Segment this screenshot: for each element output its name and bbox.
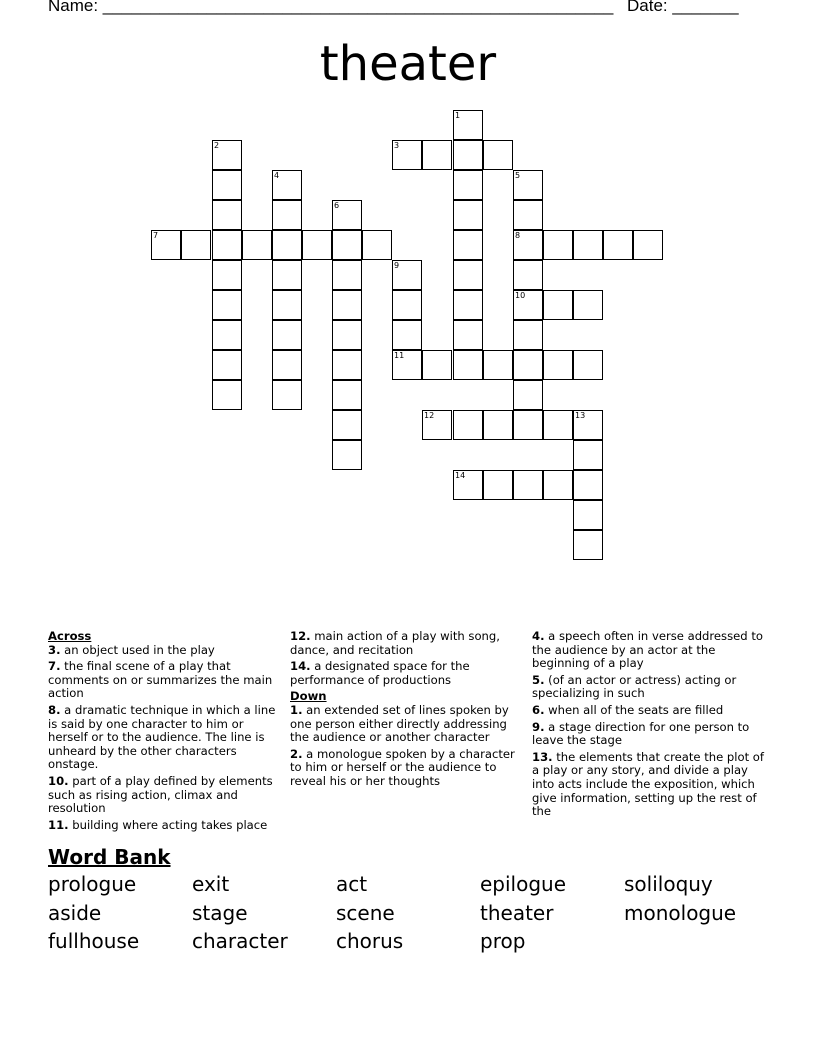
- clue: [290, 748, 522, 789]
- grid-cell[interactable]: [272, 230, 302, 260]
- clue-text: a speech often in verse addressed to the audience by an actor at the beginning of a play: [532, 629, 763, 671]
- name-field-label: Name: ______________________________________________________: [48, 0, 614, 15]
- clue-number: 9: [394, 261, 400, 270]
- clue-number: 4: [274, 171, 280, 180]
- grid-cell[interactable]: [332, 320, 362, 350]
- clue-text: main action of a play with song, dance, and recitation: [290, 629, 500, 657]
- grid-cell[interactable]: [212, 230, 242, 260]
- clue-number: 5: [515, 171, 521, 180]
- clue: [48, 660, 280, 701]
- clue-text: part of a play defined by elements such as rising action, climax and resolution: [48, 773, 273, 816]
- clue-text: when all of the seats are filled: [544, 702, 724, 717]
- grid-cell[interactable]: [453, 230, 483, 260]
- grid-cell[interactable]: [272, 260, 302, 290]
- grid-cell[interactable]: [302, 230, 332, 260]
- grid-cell[interactable]: [272, 200, 302, 230]
- clue-text: an object used in the play: [60, 642, 215, 657]
- clue-text: the final scene of a play that comments on or summarizes the main action: [48, 659, 273, 701]
- grid-cell[interactable]: [332, 350, 362, 380]
- word-bank-item: aside: [48, 901, 102, 925]
- grid-cell[interactable]: [453, 200, 483, 230]
- clue: [48, 775, 280, 816]
- clues-column-2: [290, 630, 522, 792]
- grid-cell[interactable]: [513, 410, 543, 440]
- grid-cell[interactable]: [272, 350, 302, 380]
- word-bank-title: Word Bank: [48, 845, 171, 869]
- grid-cell[interactable]: [212, 260, 242, 290]
- clue-number-label: 7.: [48, 659, 61, 674]
- grid-cell[interactable]: [362, 230, 392, 260]
- date-field-label: Date: _______: [627, 0, 739, 15]
- clue-number-label: 13.: [532, 749, 553, 764]
- grid-cell[interactable]: [513, 320, 543, 350]
- grid-cell[interactable]: [633, 230, 663, 260]
- clue-number: 8: [515, 231, 521, 240]
- grid-cell[interactable]: [573, 470, 603, 500]
- clue-number-label: 9.: [532, 719, 545, 734]
- grid-cell[interactable]: [453, 350, 483, 380]
- clue-number-label: 12.: [290, 629, 311, 643]
- grid-cell[interactable]: [332, 380, 362, 410]
- clue: [532, 630, 768, 671]
- grid-cell[interactable]: [603, 230, 633, 260]
- clue: [48, 819, 280, 833]
- clue: [48, 644, 280, 658]
- clue-number: 6: [334, 201, 340, 210]
- clue-number: 1: [455, 111, 461, 120]
- grid-cell[interactable]: [212, 350, 242, 380]
- grid-cell[interactable]: [332, 410, 362, 440]
- clue-number-label: 4.: [532, 629, 545, 643]
- grid-cell[interactable]: [212, 170, 242, 200]
- clue-number: 2: [214, 141, 220, 150]
- grid-cell[interactable]: [573, 350, 603, 380]
- clue-number-label: 10.: [48, 773, 69, 788]
- clue: [48, 704, 280, 772]
- clue: [290, 660, 522, 687]
- grid-cell[interactable]: [513, 260, 543, 290]
- grid-cell[interactable]: [573, 500, 603, 530]
- clue-number-label: 1.: [290, 702, 303, 717]
- word-bank-item: act: [336, 872, 368, 896]
- clue-number-label: 11.: [48, 817, 69, 832]
- grid-cell[interactable]: [543, 230, 573, 260]
- clues-column-3: [532, 630, 768, 822]
- clue-text: an extended set of lines spoken by one person either directly addressing the audience or another character: [290, 702, 509, 745]
- word-bank-item: monologue: [624, 901, 737, 925]
- grid-cell[interactable]: [332, 230, 362, 260]
- grid-cell[interactable]: [543, 470, 573, 500]
- page-title: theater: [319, 36, 497, 92]
- grid-cell[interactable]: [242, 230, 272, 260]
- grid-cell[interactable]: [422, 350, 452, 380]
- clue: [532, 721, 768, 748]
- grid-cell[interactable]: [453, 170, 483, 200]
- clue-text: building where acting takes place: [68, 817, 268, 832]
- clue-number: 14: [455, 471, 466, 480]
- grid-cell[interactable]: [573, 440, 603, 470]
- word-bank-item: stage: [192, 901, 248, 925]
- grid-cell[interactable]: [513, 380, 543, 410]
- clue-number-label: 5.: [532, 672, 545, 687]
- grid-cell[interactable]: [392, 320, 422, 350]
- word-bank-item: theater: [480, 901, 554, 925]
- down-heading: Down: [290, 689, 327, 704]
- word-bank-item: exit: [192, 872, 230, 896]
- grid-cell[interactable]: [453, 140, 483, 170]
- grid-cell[interactable]: [483, 350, 513, 380]
- clue: [532, 751, 768, 819]
- grid-cell[interactable]: [453, 290, 483, 320]
- clue-text: a stage direction for one person to leave the stage: [532, 719, 750, 748]
- grid-cell[interactable]: [453, 410, 483, 440]
- grid-cell[interactable]: [513, 200, 543, 230]
- grid-cell[interactable]: [483, 470, 513, 500]
- clue-text: a dramatic technique in which a line is said by one character to him or herself or to the audience. The line is unheard by the other characters onstage.: [48, 702, 276, 772]
- across-heading: Across: [48, 629, 92, 643]
- clue-number: 3: [394, 141, 400, 150]
- grid-cell[interactable]: [212, 320, 242, 350]
- grid-cell[interactable]: [453, 320, 483, 350]
- word-bank-item: fullhouse: [48, 929, 140, 953]
- word-bank-item: prologue: [48, 872, 137, 896]
- clue: [290, 704, 522, 745]
- clue-number: 10: [515, 291, 526, 300]
- clue-number-label: 8.: [48, 702, 61, 717]
- grid-cell[interactable]: [543, 350, 573, 380]
- grid-cell[interactable]: [181, 230, 211, 260]
- grid-cell[interactable]: [573, 290, 603, 320]
- word-bank-item: epilogue: [480, 872, 567, 896]
- clue-number-label: 3.: [48, 642, 61, 657]
- grid-cell[interactable]: [422, 140, 452, 170]
- grid-cell[interactable]: [543, 290, 573, 320]
- grid-cell[interactable]: [332, 290, 362, 320]
- clue-number: 7: [153, 231, 159, 240]
- clues-column-1: [48, 630, 280, 835]
- grid-cell[interactable]: [272, 320, 302, 350]
- word-bank-item: prop: [480, 929, 526, 953]
- clue-number: 11: [394, 351, 405, 360]
- grid-cell[interactable]: [513, 470, 543, 500]
- clue-number-label: 2.: [290, 746, 303, 761]
- clue-number: 12: [424, 411, 435, 420]
- word-bank-item: chorus: [336, 929, 404, 953]
- clue: [290, 630, 522, 657]
- grid-cell[interactable]: [332, 440, 362, 470]
- word-bank-item: scene: [336, 901, 395, 925]
- clue-number: 13: [575, 411, 586, 420]
- word-bank-item: character: [192, 929, 288, 953]
- clue-text: (of an actor or actress) acting or specializing in such: [532, 672, 737, 701]
- grid-cell[interactable]: [332, 260, 362, 290]
- grid-cell[interactable]: [573, 530, 603, 560]
- clue-text: a monologue spoken by a character to him or herself or the audience to reveal his or her thoughts: [290, 746, 515, 788]
- grid-cell[interactable]: [573, 230, 603, 260]
- grid-cell[interactable]: [212, 290, 242, 320]
- grid-cell[interactable]: [543, 410, 573, 440]
- grid-cell[interactable]: [212, 380, 242, 410]
- grid-cell[interactable]: [513, 350, 543, 380]
- grid-cell[interactable]: [272, 290, 302, 320]
- clue-text: the elements that create the plot of a play or any story, and divide a play into acts include the exposition, which give information, setting up the rest of the: [532, 749, 764, 819]
- grid-cell[interactable]: [483, 410, 513, 440]
- word-bank-item: soliloquy: [624, 872, 713, 896]
- clue: [532, 704, 768, 718]
- clue-number-label: 14.: [290, 659, 311, 674]
- clue: [532, 674, 768, 701]
- grid-cell[interactable]: [392, 290, 422, 320]
- grid-cell[interactable]: [483, 140, 513, 170]
- grid-cell[interactable]: [272, 380, 302, 410]
- clue-number-label: 6.: [532, 702, 545, 717]
- grid-cell[interactable]: [212, 200, 242, 230]
- grid-cell[interactable]: [453, 260, 483, 290]
- clue-text: a designated space for the performance of productions: [290, 659, 470, 687]
